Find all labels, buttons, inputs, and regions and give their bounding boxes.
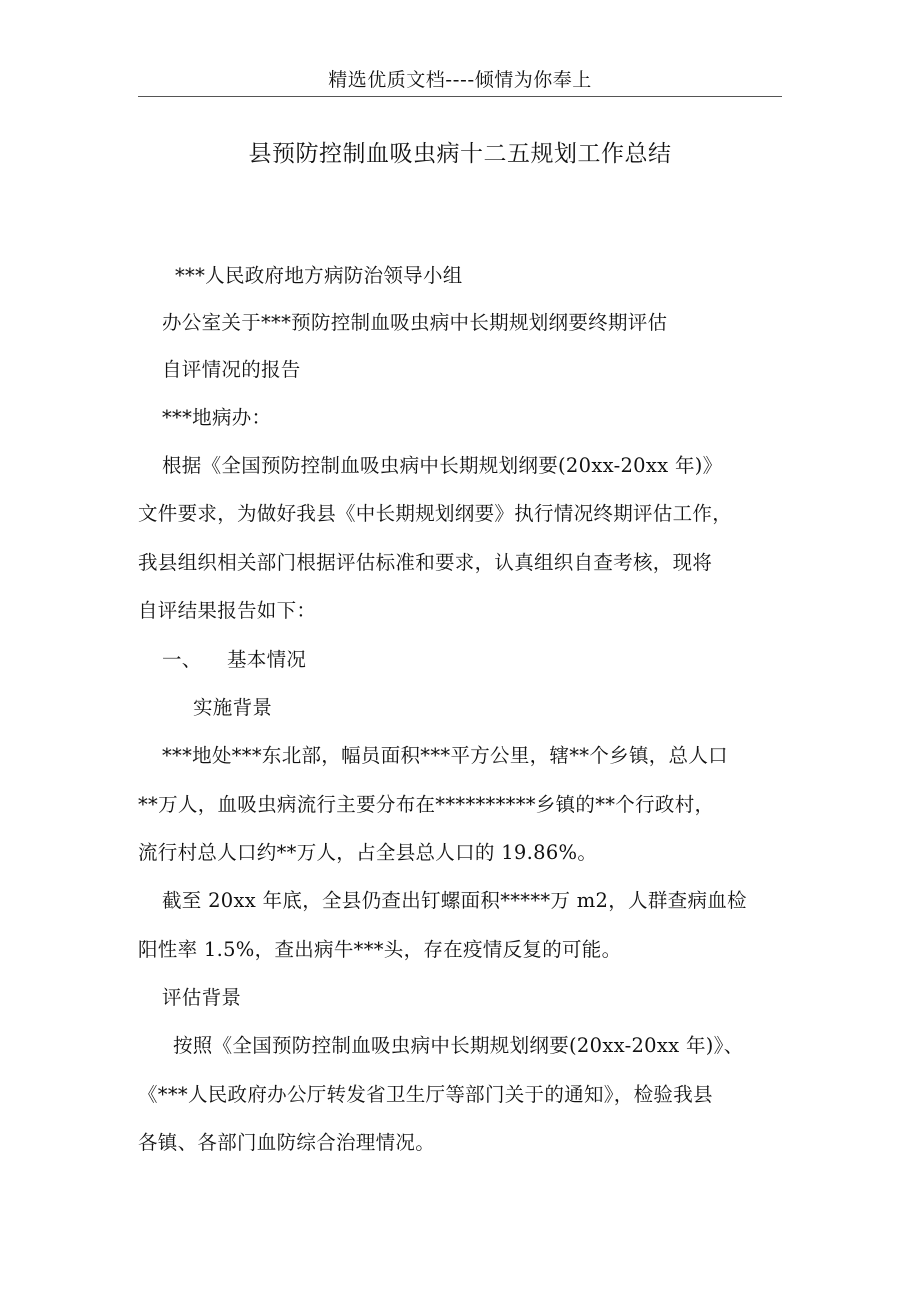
paragraph-line: 阳性率 1.5%，查出病牛***头，存在疫情反复的可能。: [138, 938, 622, 961]
paragraph-line: 截至 20xx 年底，全县仍查出钉螺面积*****万 m2，人群查病血检: [162, 889, 747, 912]
paragraph-line: **万人，血吸虫病流行主要分布在**********乡镇的**个行政村，: [138, 793, 715, 816]
paragraph-line: 按照《全国预防控制血吸虫病中长期规划纲要(20xx-20xx 年)》、: [173, 1034, 744, 1057]
paragraph-line: ***人民政府地方病防治领导小组: [175, 264, 463, 287]
subsection-heading: 评估背景: [162, 986, 242, 1009]
paragraph-line: 流行村总人口约**万人，占全县总人口的 19.86%。: [138, 841, 598, 864]
section-number: 一、: [162, 648, 202, 671]
paragraph-line: ***地病办：: [162, 406, 272, 429]
paragraph-line: 办公室关于***预防控制血吸虫病中长期规划纲要终期评估: [162, 311, 668, 334]
page-header: [138, 64, 782, 97]
paragraph-line: 自评情况的报告: [162, 358, 301, 381]
section-heading: 基本情况: [227, 648, 307, 671]
paragraph-line: ***地处***东北部，幅员面积***平方公里，辖**个乡镇，总人口: [162, 744, 728, 767]
document-title: 县预防控制血吸虫病十二五规划工作总结: [248, 141, 672, 167]
paragraph-line: 文件要求，为做好我县《中长期规划纲要》执行情况终期评估工作，: [138, 502, 733, 525]
paragraph-line: 自评结果报告如下：: [138, 599, 317, 622]
paragraph-line: 《***人民政府办公厅转发省卫生厅等部门关于的通知》，检验我县: [138, 1083, 713, 1106]
paragraph-line: 各镇、各部门血防综合治理情况。: [138, 1131, 436, 1154]
paragraph-line: 根据《全国预防控制血吸虫病中长期规划纲要(20xx-20xx 年)》: [162, 454, 723, 477]
subsection-heading: 实施背景: [193, 696, 273, 719]
header-text: 精选优质文档----倾情为你奉上: [328, 69, 592, 91]
paragraph-line: 我县组织相关部门根据评估标准和要求，认真组织自查考核，现将: [138, 551, 713, 574]
